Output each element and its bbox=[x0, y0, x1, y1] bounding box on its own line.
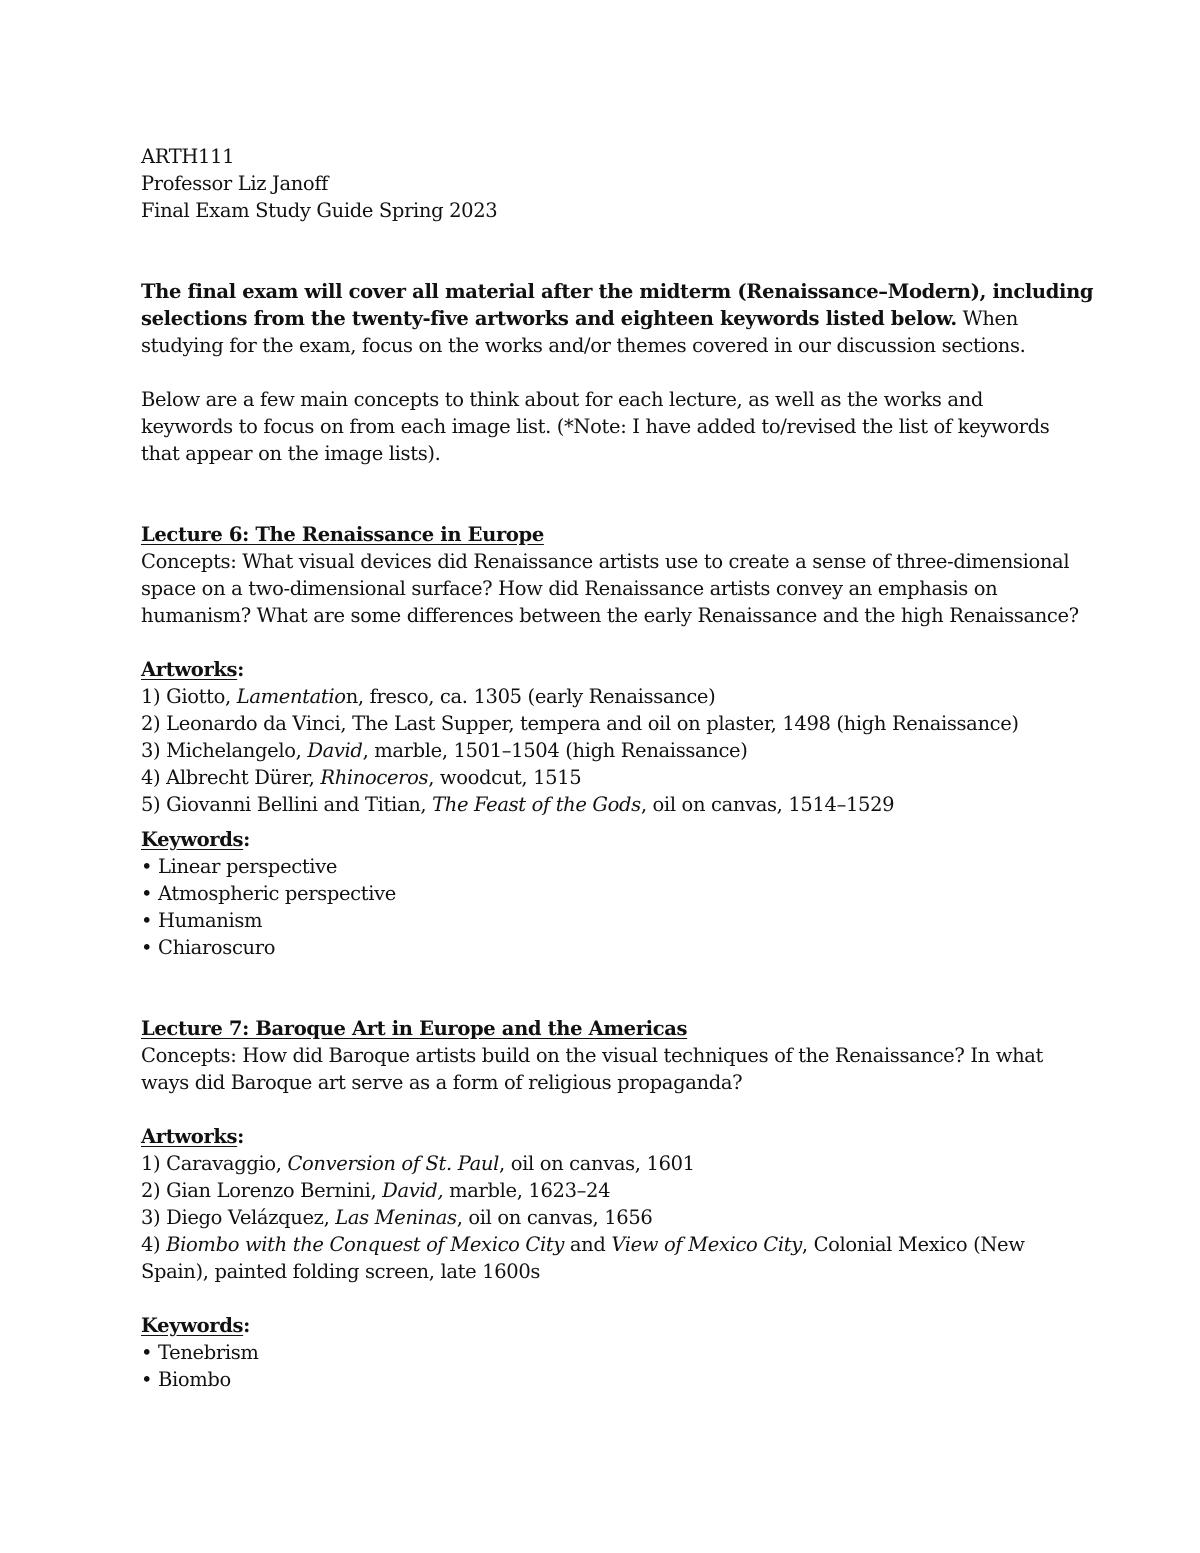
doc-header bbox=[141, 143, 1066, 224]
lecture-6-keywords-list bbox=[141, 853, 1066, 961]
intro-bold-line-1: The final exam will cover all material after the midterm (Renaissance–Modern), including bbox=[141, 280, 1094, 303]
keyword-item: • Humanism bbox=[141, 909, 263, 932]
lecture-7-title: Lecture 7: Baroque Art in Europe and the Americas bbox=[141, 1017, 688, 1040]
intro-p2-line-3: that appear on the image lists). bbox=[141, 442, 441, 465]
artwork-prefix: 1) Caravaggio, bbox=[141, 1152, 288, 1175]
artwork-prefix: 1) Giotto, bbox=[141, 685, 237, 708]
list-item-continuation: Spain), painted folding screen, late 1600s bbox=[141, 1260, 541, 1283]
artwork-title-2: View of Mexico City bbox=[611, 1233, 802, 1256]
list-item bbox=[141, 791, 1066, 818]
professor-name: Professor Liz Janoff bbox=[141, 172, 329, 195]
artwork-details: marble, 1623–24 bbox=[443, 1179, 611, 1202]
artwork-prefix: 3) Michelangelo, bbox=[141, 739, 308, 762]
keyword-item: • Chiaroscuro bbox=[141, 936, 276, 959]
lecture-7-keywords-heading bbox=[141, 1312, 1066, 1339]
lecture-7-concepts-line-2: ways did Baroque art serve as a form of religious propaganda? bbox=[141, 1071, 743, 1094]
keywords-heading-colon: : bbox=[243, 828, 250, 851]
intro-line-2-tail: When bbox=[956, 307, 1018, 330]
artwork-title: David, bbox=[382, 1179, 444, 1202]
lecture-6-artworks-heading bbox=[141, 656, 1066, 683]
artwork-title: The Feast of the Gods bbox=[432, 793, 641, 816]
artwork-details: n, fresco, ca. 1305 (early Renaissance) bbox=[345, 685, 716, 708]
artwork-title: Lamentatio bbox=[236, 685, 346, 708]
lecture-6-concepts-line-2: space on a two-dimensional surface? How did Renaissance artists convey an emphasis on bbox=[141, 577, 998, 600]
intro-p2-line-2: keywords to focus on from each image list. (*Note: I have added to/revised the list of keywords bbox=[141, 415, 1050, 438]
keyword-item: • Biombo bbox=[141, 1368, 231, 1391]
keyword-item: • Tenebrism bbox=[141, 1341, 259, 1364]
artwork-details: , woodcut, 1515 bbox=[428, 766, 582, 789]
artwork-details: , Colonial Mexico (New bbox=[801, 1233, 1025, 1256]
artworks-heading-text: Artworks bbox=[141, 658, 238, 681]
list-item bbox=[141, 1204, 1066, 1231]
artwork-prefix: 2) Gian Lorenzo Bernini, bbox=[141, 1179, 383, 1202]
artwork-prefix: 2) Leonardo da Vinci, The Last Supper, tempera and oil on plaster, 1498 (high Renaissance) bbox=[141, 712, 1019, 735]
intro-bold-line-2: selections from the twenty-five artworks and eighteen keywords listed below. bbox=[141, 307, 957, 330]
lecture-7-section bbox=[141, 1015, 1066, 1393]
keywords-heading-text: Keywords bbox=[141, 1314, 244, 1337]
intro-p2-line-1: Below are a few main concepts to think about for each lecture, as well as the works and bbox=[141, 388, 983, 411]
artwork-prefix: 4) bbox=[141, 1233, 167, 1256]
artwork-details: , oil on canvas, 1514–1529 bbox=[640, 793, 895, 816]
artwork-conjunction: and bbox=[564, 1233, 612, 1256]
lecture-6-keywords-heading bbox=[141, 826, 1066, 853]
artwork-prefix: 3) Diego Velázquez, bbox=[141, 1206, 336, 1229]
intro-paragraph-2 bbox=[141, 386, 1066, 467]
list-item bbox=[141, 764, 1066, 791]
list-item bbox=[141, 1150, 1066, 1177]
guide-title: Final Exam Study Guide Spring 2023 bbox=[141, 199, 498, 222]
lecture-7-keywords-list bbox=[141, 1339, 1066, 1393]
intro-line-2 bbox=[141, 305, 1066, 332]
lecture-6-concepts-line-1: Concepts: What visual devices did Renaissance artists use to create a sense of three-dimensional bbox=[141, 550, 1070, 573]
lecture-7-artworks-heading bbox=[141, 1123, 1066, 1150]
keywords-heading-text: Keywords bbox=[141, 828, 244, 851]
artwork-title: David bbox=[307, 739, 363, 762]
document-page bbox=[141, 143, 1094, 1393]
list-item bbox=[141, 1177, 1066, 1204]
lecture-6-artworks-list bbox=[141, 683, 1066, 818]
artwork-title: Las Meninas bbox=[335, 1206, 457, 1229]
keywords-heading-colon: : bbox=[243, 1314, 250, 1337]
list-item bbox=[141, 737, 1066, 764]
intro-paragraph bbox=[141, 278, 1094, 359]
keyword-item: • Linear perspective bbox=[141, 855, 338, 878]
lecture-6-section bbox=[141, 521, 1079, 961]
artwork-title: Rhinoceros bbox=[320, 766, 429, 789]
artwork-title: Conversion of St. Paul bbox=[287, 1152, 499, 1175]
lecture-6-title: Lecture 6: The Renaissance in Europe bbox=[141, 523, 544, 546]
artwork-details: , marble, 1501–1504 (high Renaissance) bbox=[362, 739, 748, 762]
lecture-6-concepts-line-3: humanism? What are some differences between the early Renaissance and the high Renaissance? bbox=[141, 604, 1079, 627]
lecture-7-concepts-line-1: Concepts: How did Baroque artists build on the visual techniques of the Renaissance? In what bbox=[141, 1044, 1044, 1067]
artwork-prefix: 5) Giovanni Bellini and Titian, bbox=[141, 793, 433, 816]
artwork-prefix: 4) Albrecht Dürer, bbox=[141, 766, 321, 789]
artwork-details: , oil on canvas, 1601 bbox=[499, 1152, 695, 1175]
intro-line-3: studying for the exam, focus on the works and/or themes covered in our discussion sections. bbox=[141, 334, 1026, 357]
lecture-7-artworks-list bbox=[141, 1150, 1066, 1285]
list-item bbox=[141, 1231, 1066, 1258]
artworks-heading-colon: : bbox=[237, 1125, 245, 1148]
artworks-heading-text: Artworks bbox=[141, 1125, 238, 1148]
artwork-details: , oil on canvas, 1656 bbox=[456, 1206, 653, 1229]
course-code: ARTH111 bbox=[141, 145, 235, 168]
keyword-item: • Atmospheric perspective bbox=[141, 882, 396, 905]
list-item bbox=[141, 710, 1066, 737]
artworks-heading-colon: : bbox=[237, 658, 245, 681]
list-item bbox=[141, 683, 1066, 710]
artwork-title: Biombo with the Conquest of Mexico City bbox=[166, 1233, 565, 1256]
